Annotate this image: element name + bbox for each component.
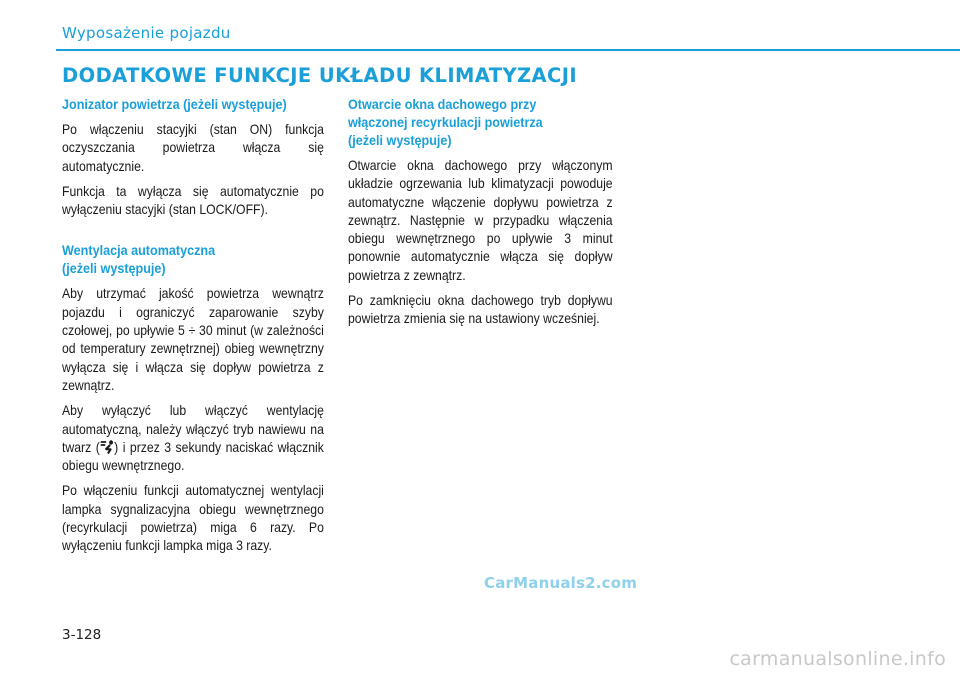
sunroof-heading-line-1: Otwarcie okna dachowego przy <box>348 96 537 112</box>
ventilation-paragraph-2-end: ) i przez 3 sekundy naciskać włącznik obiegu wewnętrznego. <box>62 439 324 474</box>
watermark: CarManuals2.com <box>484 574 638 592</box>
ionizer-paragraph-2: Funkcja ta wyłącza się automatycznie po wyłączeniu stacyjki (stan LOCK/OFF). <box>62 183 324 218</box>
ventilation-paragraph-2-start: Aby wyłączyć lub włączyć wentylację automatyczną, należy włączyć tryb nawiewu na twarz ( <box>62 403 324 455</box>
face-vent-icon <box>100 440 114 454</box>
section-header: Wyposażenie pojazdu <box>62 24 231 42</box>
sunroof-heading <box>348 95 613 149</box>
ventilation-paragraph-2 <box>62 402 324 475</box>
left-column <box>62 95 324 563</box>
sunroof-paragraph-2: Po zamknięciu okna dachowego tryb dopływu powietrza zmienia się na ustawiony wcześniej. <box>348 293 613 327</box>
header-rule <box>56 49 960 51</box>
ventilation-paragraph-3: Po włączeniu funkcji automatycznej wentylacji lampka sygnalizacyjna obiegu wewnętrznego (recyrkulacji powietrza) miga 6 razy. Po wyłączeniu funkcji lampka miga 3 razy. <box>62 483 324 554</box>
ionizer-paragraph-1: Po włączeniu stacyjki (stan ON) funkcja oczyszczania powietrza włącza się automatycznie. <box>62 122 324 174</box>
page-title: DODATKOWE FUNKCJE UKŁADU KLIMATYZACJI <box>62 64 578 87</box>
ventilation-paragraph-1: Aby utrzymać jakość powietrza wewnątrz pojazdu i ograniczyć zaparowanie szyby czołowej, po upływie 5 ÷ 30 minut (w zależności od temperatury zewnętrznej) obieg wewnętrzny wyłącza się i włącza się dopływ powietrza z zewnątrz. <box>62 286 324 393</box>
footer-site: carmanualsonline.info <box>729 648 946 670</box>
ventilation-heading-line-1: Wentylacja automatyczna <box>62 242 216 259</box>
ionizer-heading: Jonizator powietrza (jeżeli występuje) <box>62 96 287 112</box>
page-number: 3-128 <box>62 627 102 643</box>
ventilation-heading <box>62 241 324 277</box>
sunroof-heading-line-3: (jeżeli występuje) <box>348 132 452 148</box>
sunroof-heading-line-2: włączonej recyrkulacji powietrza <box>348 114 543 130</box>
sunroof-paragraph-1: Otwarcie okna dachowego przy włączonym układzie ogrzewania lub klimatyzacji powoduje automatyczne włączenie dopływu powietrza z zewnątrz. Następnie w przypadku włączenia obiegu wewnętrznego po upływie 3 minut ponownie automatycznie włącza się dopływ powietrza z zewnątrz. <box>348 158 613 283</box>
right-column <box>348 95 613 336</box>
ventilation-heading-line-2: (jeżeli występuje) <box>62 260 166 277</box>
